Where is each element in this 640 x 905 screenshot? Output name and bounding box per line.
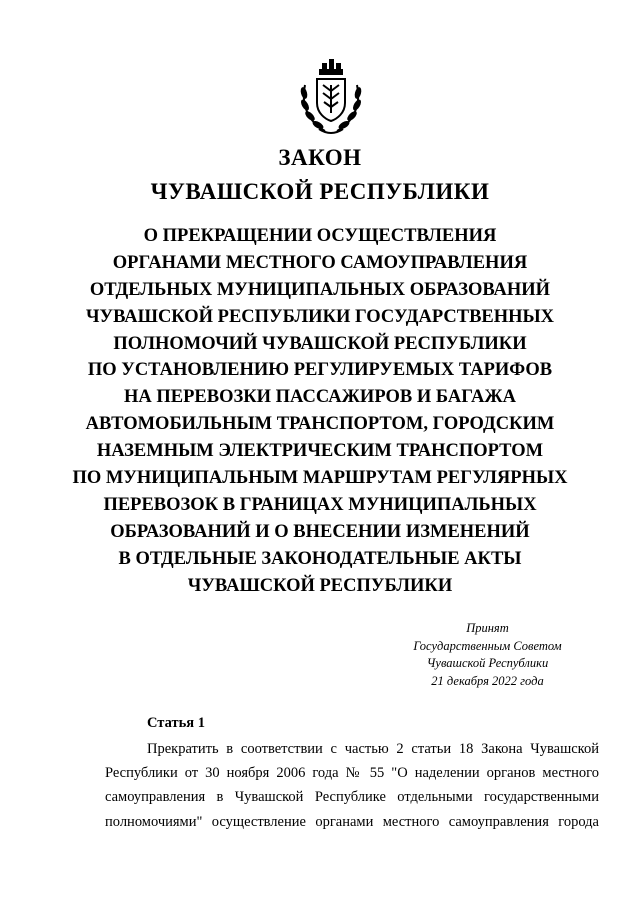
article-text-line: Республики от 30 ноября 2006 года № 55 "О наделении органов местного xyxy=(105,765,599,782)
adoption-body: Чувашской Республики xyxy=(426,656,549,670)
article-text xyxy=(105,737,599,834)
title-line: ПО МУНИЦИПАЛЬНЫМ МАРШРУТАМ РЕГУЛЯРНЫХ xyxy=(72,468,568,489)
title-line: НАЗЕМНЫМ ЭЛЕКТРИЧЕСКИМ ТРАНСПОРТОМ xyxy=(96,441,544,462)
title-line: О ПРЕКРАЩЕНИИ ОСУЩЕСТВЛЕНИЯ xyxy=(143,226,497,246)
title-line: В ОТДЕЛЬНЫЕ ЗАКОНОДАТЕЛЬНЫЕ АКТЫ xyxy=(118,548,522,569)
title-line: ЧУВАШСКОЙ РЕСПУБЛИКИ xyxy=(187,575,453,596)
article-text-line: Прекратить в соответствии с частью 2 статьи 18 Закона Чувашской xyxy=(147,741,599,757)
adoption-label: Принят xyxy=(466,621,509,635)
document-issuer: ЧУВАШСКОЙ РЕСПУБЛИКИ xyxy=(150,179,490,204)
title-line: ОРГАНАМИ МЕСТНОГО САМОУПРАВЛЕНИЯ xyxy=(112,252,528,273)
adoption-date: 21 декабря 2022 года xyxy=(431,673,544,688)
title-line: ОБРАЗОВАНИЙ И О ВНЕСЕНИИ ИЗМЕНЕНИЙ xyxy=(110,521,530,542)
chuvash-coat-of-arms-emblem xyxy=(295,55,367,139)
adoption-note xyxy=(380,620,595,690)
article-heading: Статья 1 xyxy=(147,715,205,731)
title-line: ЧУВАШСКОЙ РЕСПУБЛИКИ ГОСУДАРСТВЕННЫХ xyxy=(85,306,555,327)
adoption-body: Государственным Советом xyxy=(413,638,562,653)
title-line: ПО УСТАНОВЛЕНИЮ РЕГУЛИРУЕМЫХ ТАРИФОВ xyxy=(87,360,553,381)
title-line: ПЕРЕВОЗОК В ГРАНИЦАХ МУНИЦИПАЛЬНЫХ xyxy=(103,494,537,515)
article-text-line: самоуправления в Чувашской Республике отдельными государственными xyxy=(105,789,599,806)
title-line: НА ПЕРЕВОЗКИ ПАССАЖИРОВ И БАГАЖА xyxy=(123,387,516,408)
title-line: АВТОМОБИЛЬНЫМ ТРАНСПОРТОМ, ГОРОДСКИМ xyxy=(85,414,555,435)
document-type: ЗАКОН xyxy=(278,145,362,170)
title-line: ПОЛНОМОЧИЙ ЧУВАШСКОЙ РЕСПУБЛИКИ xyxy=(113,333,527,354)
law-title xyxy=(0,223,640,599)
article-text-line: полномочиями" осуществление органами местного самоуправления города xyxy=(105,813,599,830)
title-line: ОТДЕЛЬНЫХ МУНИЦИПАЛЬНЫХ ОБРАЗОВАНИЙ xyxy=(89,279,551,300)
